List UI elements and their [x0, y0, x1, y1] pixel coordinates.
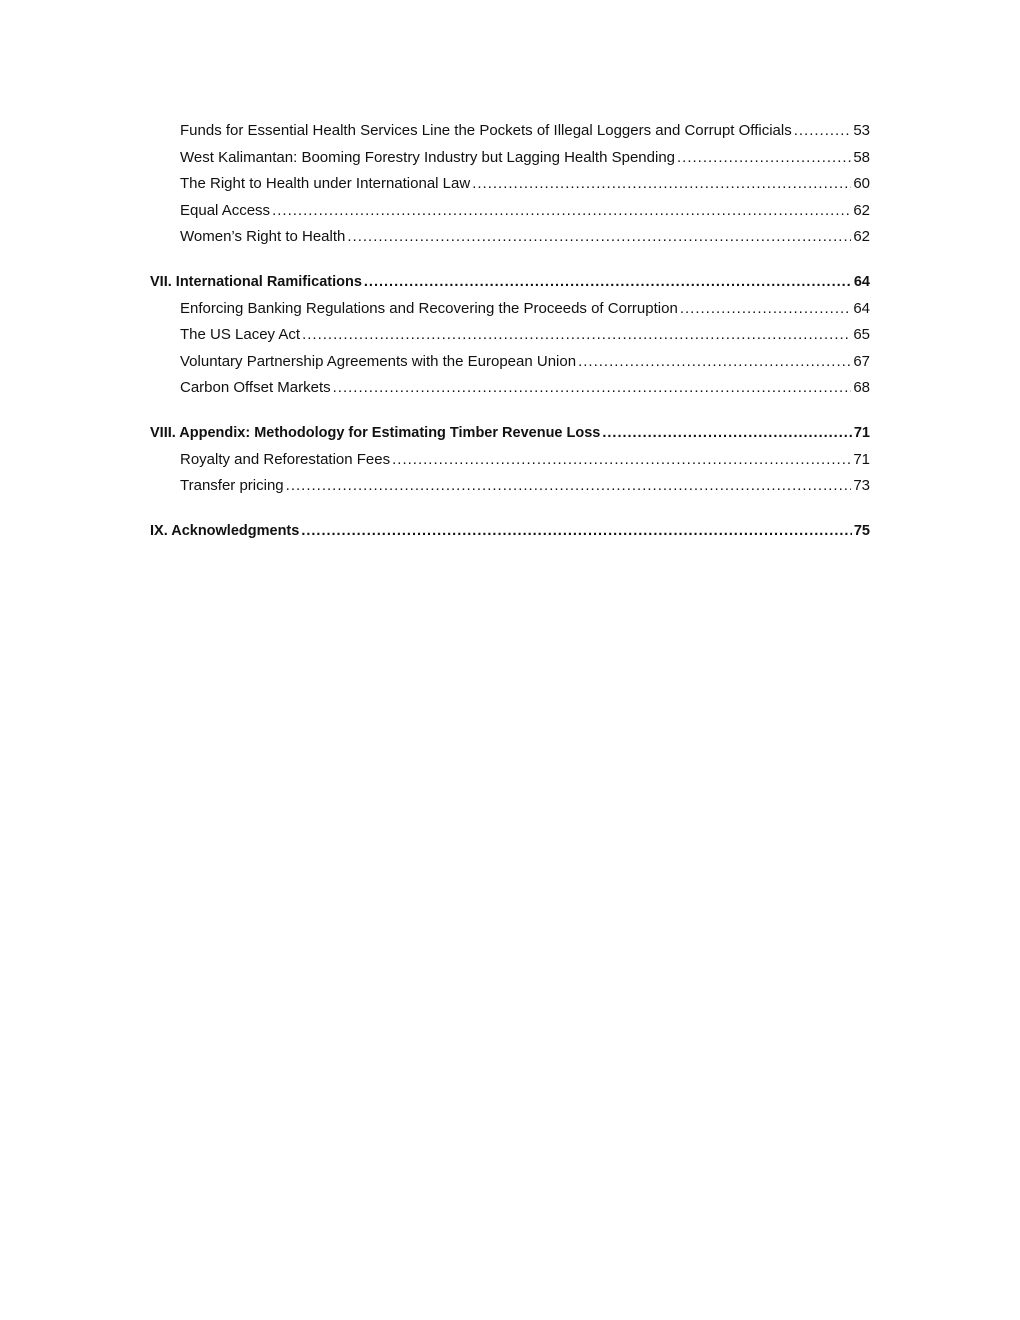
toc-entry-page: 62 [853, 201, 870, 219]
toc-section-heading[interactable] [150, 518, 870, 545]
toc-entry-title: Transfer pricing [180, 477, 284, 495]
toc-entry-title: The US Lacey Act [180, 326, 301, 344]
toc-entry[interactable] [150, 118, 870, 145]
section-spacer [150, 251, 870, 269]
dot-leader [286, 473, 852, 500]
toc-entry[interactable] [150, 224, 870, 251]
toc-entry-title: West Kalimantan: Booming Forestry Industry but Lagging Health Spending [180, 148, 675, 166]
dot-leader [364, 269, 852, 296]
dot-leader [301, 518, 852, 545]
toc-entry-title: Equal Access [180, 201, 271, 219]
toc-entry[interactable] [150, 322, 870, 349]
dot-leader [680, 296, 852, 323]
toc-entry-page: 58 [853, 148, 870, 166]
toc-entry-title: Funds for Essential Health Services Line the Pockets of Illegal Loggers and Corrupt Officials [180, 122, 792, 139]
toc-entry[interactable] [150, 198, 870, 225]
toc-entry-page: 68 [853, 379, 870, 397]
toc-entry[interactable] [150, 375, 870, 402]
section-spacer [150, 402, 870, 420]
dot-leader [392, 447, 851, 474]
toc-entry-page: 64 [853, 299, 870, 317]
toc-entry[interactable] [150, 171, 870, 198]
toc-entry-page: 71 [853, 450, 870, 468]
dot-leader [472, 171, 851, 198]
toc-entry-title: Enforcing Banking Regulations and Recovering the Proceeds of Corruption [180, 299, 678, 317]
dot-leader [333, 375, 852, 402]
toc-entry-title: Voluntary Partnership Agreements with the European Union [180, 352, 577, 370]
toc-entry-title: The Right to Health under International Law [180, 175, 471, 193]
toc-section-title: VIII. Appendix: Methodology for Estimating Timber Revenue Loss [150, 424, 601, 441]
toc-entry-page: 65 [853, 326, 870, 344]
toc-section-page: 71 [853, 424, 870, 441]
dot-leader [677, 145, 851, 172]
toc-entry[interactable] [150, 145, 870, 172]
toc-entry[interactable] [150, 349, 870, 376]
toc-entry-title: Women’s Right to Health [180, 228, 346, 246]
toc-entry[interactable] [150, 296, 870, 323]
section-spacer [150, 500, 870, 518]
toc-entry-title: Royalty and Reforestation Fees [180, 450, 391, 468]
toc-section-heading[interactable] [150, 420, 870, 447]
dot-leader [347, 224, 851, 251]
toc-entry-page: 67 [853, 352, 870, 370]
toc-section-page: 64 [853, 273, 870, 290]
toc-entry-title: Carbon Offset Markets [180, 379, 331, 397]
toc-entry-page: 60 [853, 175, 870, 193]
toc-entry-page: 53 [853, 122, 870, 139]
toc-entry-page: 73 [853, 477, 870, 495]
dot-leader [602, 420, 852, 447]
table-of-contents [150, 118, 870, 544]
toc-section-heading[interactable] [150, 269, 870, 296]
toc-section-title: VII. International Ramifications [150, 273, 362, 290]
toc-section-title: IX. Acknowledgments [150, 522, 300, 539]
toc-section-page: 75 [853, 522, 870, 539]
dot-leader [302, 322, 851, 349]
toc-entry[interactable] [150, 447, 870, 474]
dot-leader [794, 118, 852, 145]
toc-entry-page: 62 [853, 228, 870, 246]
dot-leader [272, 198, 851, 225]
toc-entry[interactable] [150, 473, 870, 500]
dot-leader [578, 349, 851, 376]
